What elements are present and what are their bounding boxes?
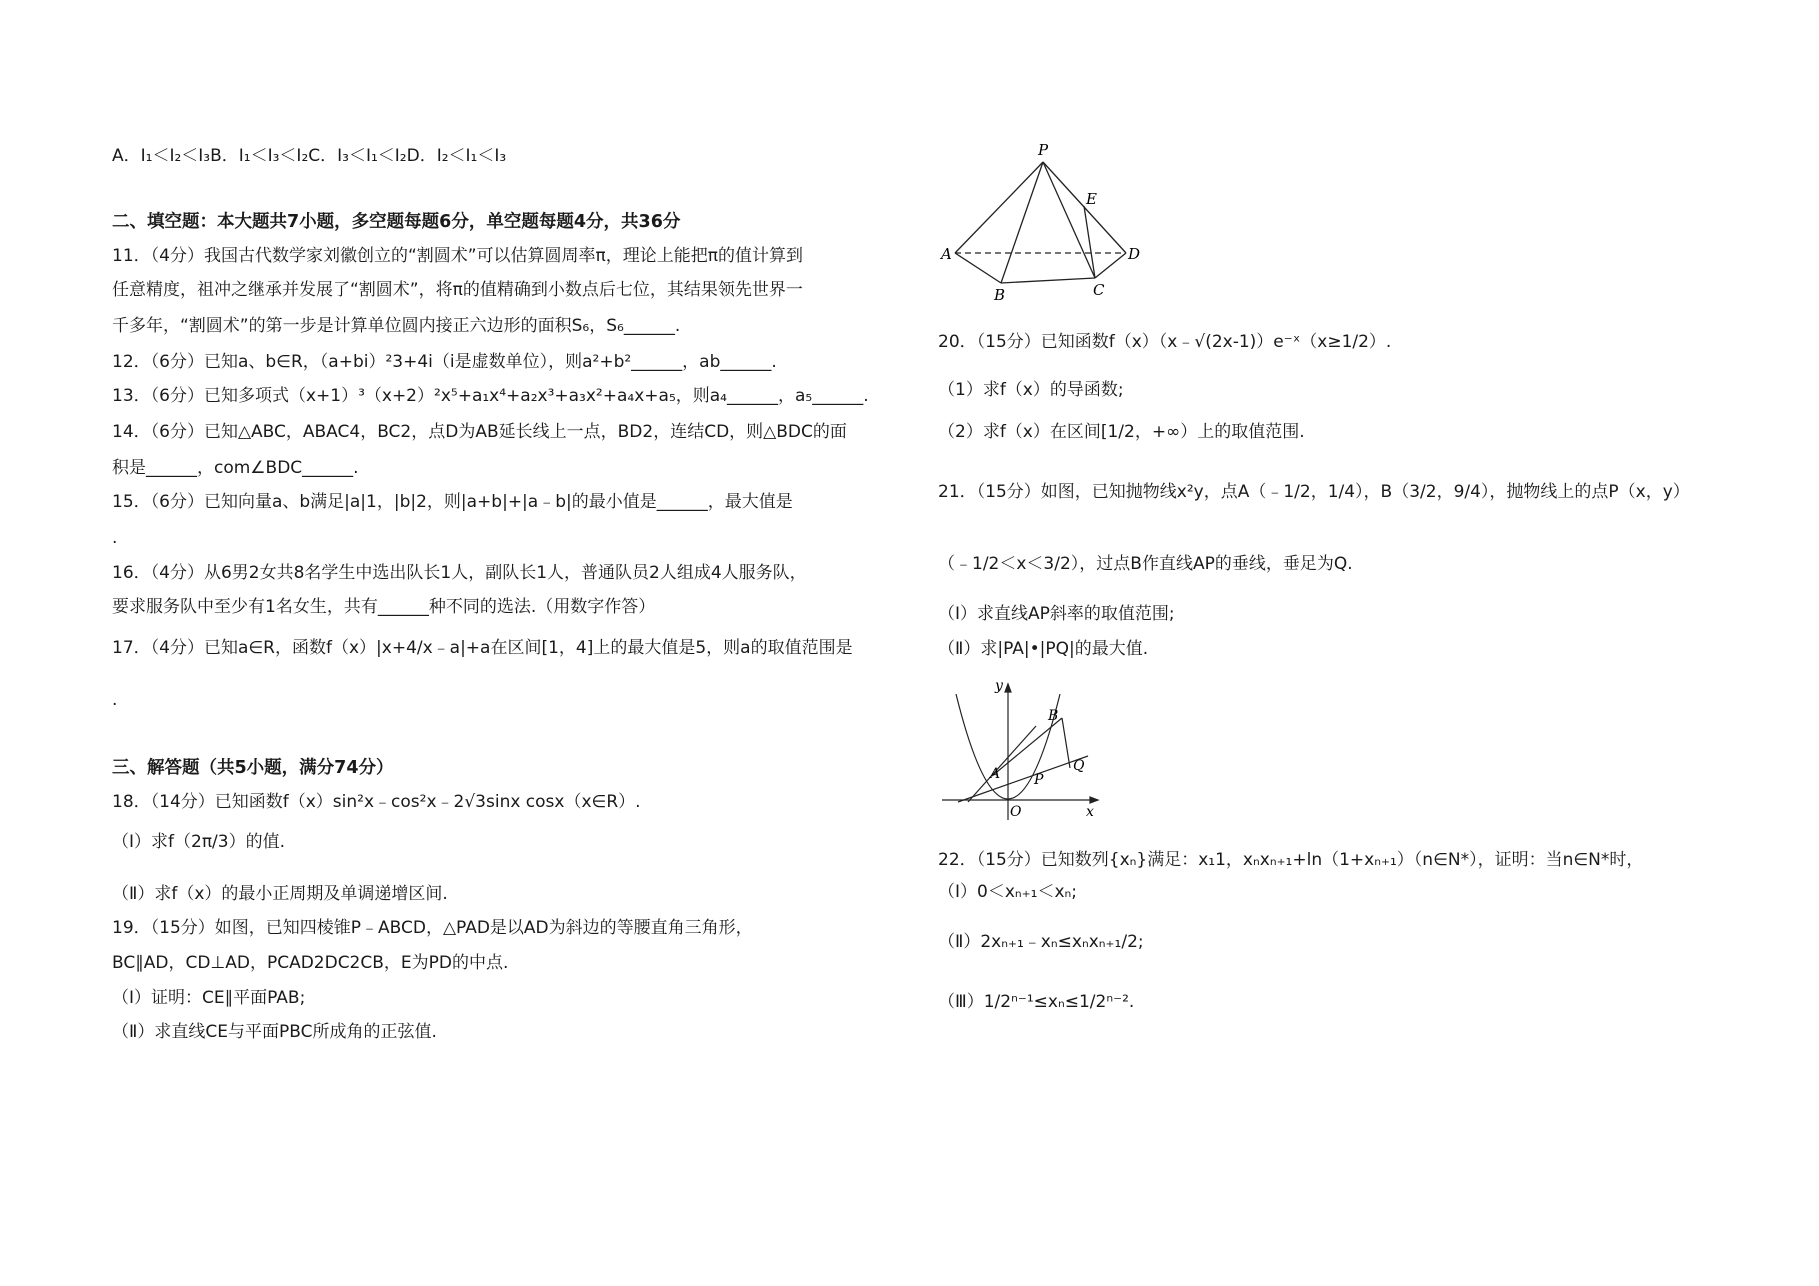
label-P: P: [1038, 141, 1049, 159]
q21-line2: （﹣1/2＜x＜3/2），过点B作直线AP的垂线，垂足为Q.: [938, 554, 1353, 574]
q11-line2: 任意精度，祖冲之继承并发展了“割圆术”，将π的值精确到小数点后七位，其结果领先世界一: [112, 280, 803, 300]
q21-line1: 21．（15分）如图，已知抛物线x²y，点A（﹣1/2，1/4），B（3/2，9/4），抛物线上的点P（x，y）: [938, 482, 1690, 502]
q10-options: A．I₁＜I₂＜I₃B．I₁＜I₃＜I₂C．I₃＜I₁＜I₂D．I₂＜I₁＜I₃: [112, 146, 507, 166]
q17-line1: 17．（4分）已知a∈R，函数f（x）|x+4/x﹣a|+a在区间[1，4]上的最大值是5，则a的取值范围是: [112, 638, 853, 658]
q21-part1: （Ⅰ）求直线AP斜率的取值范围;: [938, 604, 1175, 624]
q22-part1: （Ⅰ）0＜xₙ₊₁＜xₙ;: [938, 882, 1078, 902]
q16-line2: 要求服务队中至少有1名女生，共有______种不同的选法.（用数字作答）: [112, 597, 656, 617]
pyramid-figure: [938, 140, 1178, 310]
q22-part2: （Ⅱ）2xₙ₊₁﹣xₙ≤xₙxₙ₊₁/2;: [938, 932, 1144, 952]
q20-part1: （1）求f（x）的导函数;: [938, 380, 1124, 400]
q21-part2: （Ⅱ）求|PA|•|PQ|的最大值.: [938, 639, 1149, 659]
q12: 12．（6分）已知a、b∈R，（a+bi）²3+4i（i是虚数单位），则a²+b²______，ab______.: [112, 352, 777, 372]
label-Q: Q: [1073, 758, 1085, 774]
q19-line2: BC∥AD，CD⊥AD，PCAD2DC2CB，E为PD的中点.: [112, 953, 509, 973]
q16-line1: 16．（4分）从6男2女共8名学生中选出队长1人，副队长1人，普通队员2人组成4人服务队，: [112, 563, 807, 583]
q11-line3: 千多年，“割圆术”的第一步是计算单位圆内接正六边形的面积S₆，S₆______.: [112, 316, 681, 336]
q15-line2: .: [112, 528, 118, 548]
q18-part2: （Ⅱ）求f（x）的最小正周期及单调递增区间.: [112, 884, 448, 904]
q18-line1: 18．（14分）已知函数f（x）sin²x﹣cos²x﹣2√3sinx cosx（x∈R）.: [112, 792, 641, 812]
q20-part2: （2）求f（x）在区间[1/2，+∞）上的取值范围.: [938, 422, 1305, 442]
q22-line1: 22．（15分）已知数列{xₙ}满足：x₁1，xₙxₙ₊₁+ln（1+xₙ₊₁）（n∈N*），证明：当n∈N*时，: [938, 850, 1644, 870]
label-A2: A: [990, 766, 1001, 782]
label-O: O: [1010, 804, 1022, 820]
section2-title: 二、填空题：本大题共7小题，多空题每题6分，单空题每题4分，共36分: [112, 212, 681, 232]
label-y: y: [995, 678, 1003, 694]
q15-line1: 15．（6分）已知向量a、b满足|a|1，|b|2，则|a+b|+|a﹣b|的最小值是______，最大值是: [112, 492, 793, 512]
q19-part1: （Ⅰ）证明：CE∥平面PAB;: [112, 988, 306, 1008]
q22-part3: （Ⅲ）1/2ⁿ⁻¹≤xₙ≤1/2ⁿ⁻².: [938, 992, 1135, 1012]
label-E: E: [1086, 190, 1097, 208]
q19-line1: 19．（15分）如图，已知四棱锥P﹣ABCD，△PAD是以AD为斜边的等腰直角三角形，: [112, 918, 753, 938]
q11-line1: 11．（4分）我国古代数学家刘徽创立的“割圆术”可以估算圆周率π，理论上能把π的值计算到: [112, 246, 804, 266]
label-P2: P: [1034, 772, 1044, 788]
label-D: D: [1128, 245, 1141, 263]
q19-part2: （Ⅱ）求直线CE与平面PBC所成角的正弦值.: [112, 1022, 437, 1042]
q14-line1: 14．（6分）已知△ABC，ABAC4，BC2，点D为AB延长线上一点，BD2，连结CD，则△BDC的面: [112, 422, 847, 442]
parabola-figure: [938, 672, 1108, 822]
q14-line2: 积是______，com∠BDC______.: [112, 458, 359, 478]
label-C: C: [1093, 281, 1105, 299]
label-x: x: [1086, 804, 1094, 820]
label-A: A: [941, 245, 952, 263]
section3-title: 三、解答题（共5小题，满分74分）: [112, 758, 394, 778]
q18-part1: （Ⅰ）求f（2π/3）的值.: [112, 832, 285, 852]
q13: 13．（6分）已知多项式（x+1）³（x+2）²x⁵+a₁x⁴+a₂x³+a₃x²+a₄x+a₅，则a₄______，a₅______.: [112, 386, 869, 406]
label-B2: B: [1048, 708, 1059, 724]
q20-line1: 20．（15分）已知函数f（x）（x﹣√(2x-1)）e⁻ˣ（x≥1/2）.: [938, 332, 1392, 352]
label-B: B: [994, 286, 1006, 304]
q17-line2: .: [112, 690, 118, 710]
